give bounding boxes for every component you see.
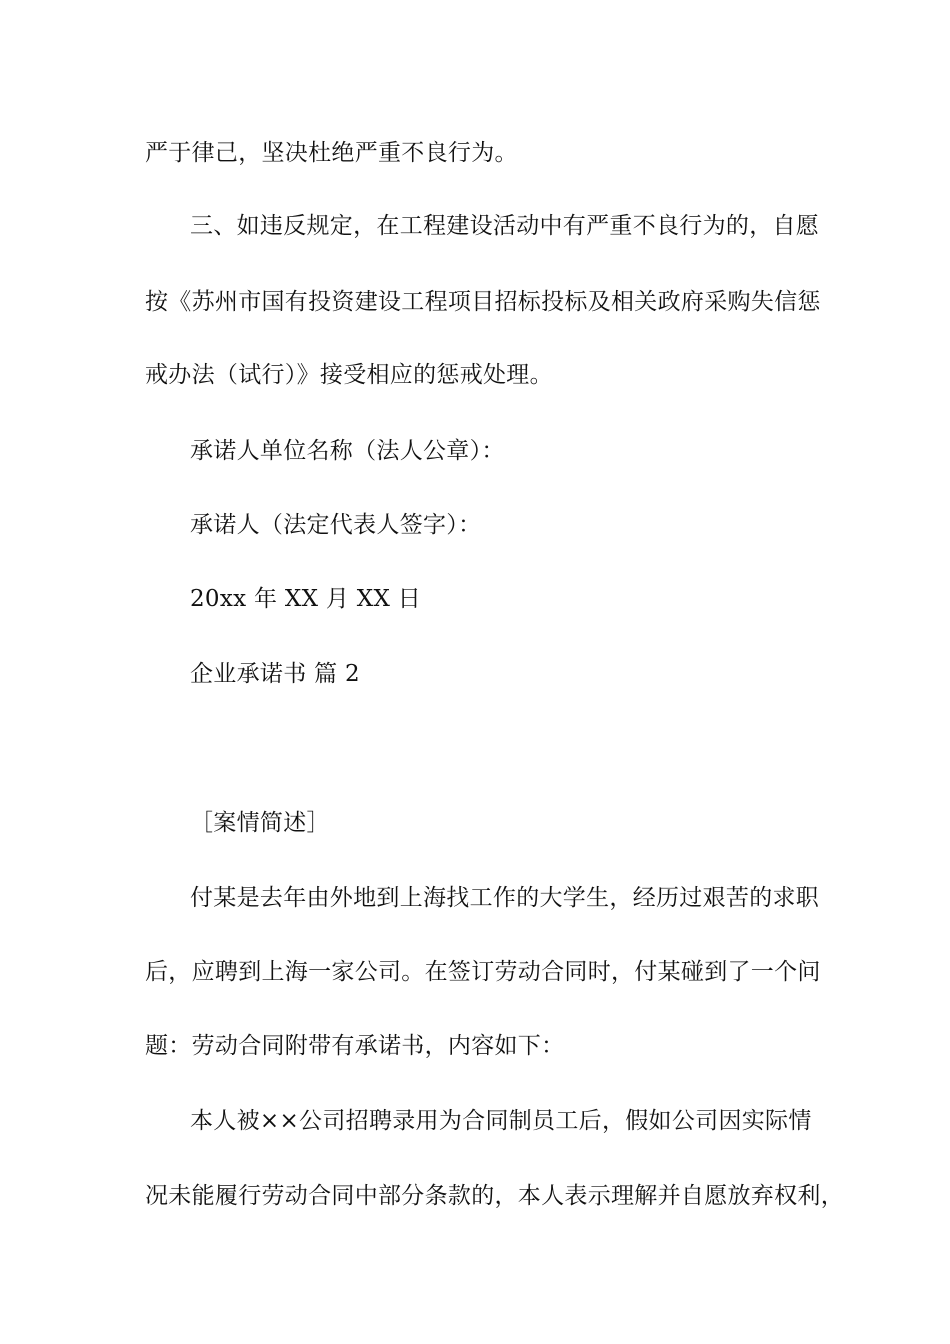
section-heading: 企业承诺书 篇 2	[190, 661, 360, 687]
paragraph-line: 本人被××公司招聘录用为合同制员工后，假如公司因实际情	[190, 1108, 812, 1134]
paragraph-line: 严于律己，坚决杜绝严重不良行为。	[145, 140, 518, 166]
paragraph-line: 按《苏州市国有投资建设工程项目招标投标及相关政府采购失信惩	[145, 289, 821, 315]
paragraph-line: 戒办法（试行）》接受相应的惩戒处理。	[145, 362, 553, 388]
paragraph-line: 况未能履行劳动合同中部分条款的，本人表示理解并自愿放弃权利，	[145, 1183, 844, 1209]
paragraph-line: 后，应聘到上海一家公司。在签订劳动合同时，付某碰到了一个问	[145, 959, 821, 985]
paragraph-line: 付某是去年由外地到上海找工作的大学生，经历过艰苦的求职	[190, 885, 820, 911]
paragraph-line: 三、如违反规定，在工程建设活动中有严重不良行为的，自愿	[190, 213, 820, 239]
paragraph-line: 题：劳动合同附带有承诺书，内容如下：	[145, 1033, 565, 1059]
date-line: 20xx 年 XX 月 XX 日	[190, 586, 422, 612]
signatory-label: 承诺人（法定代表人签字）：	[190, 512, 482, 538]
company-name-label: 承诺人单位名称（法人公章）：	[190, 438, 505, 464]
case-summary-heading: ［案情简述］	[190, 810, 330, 836]
